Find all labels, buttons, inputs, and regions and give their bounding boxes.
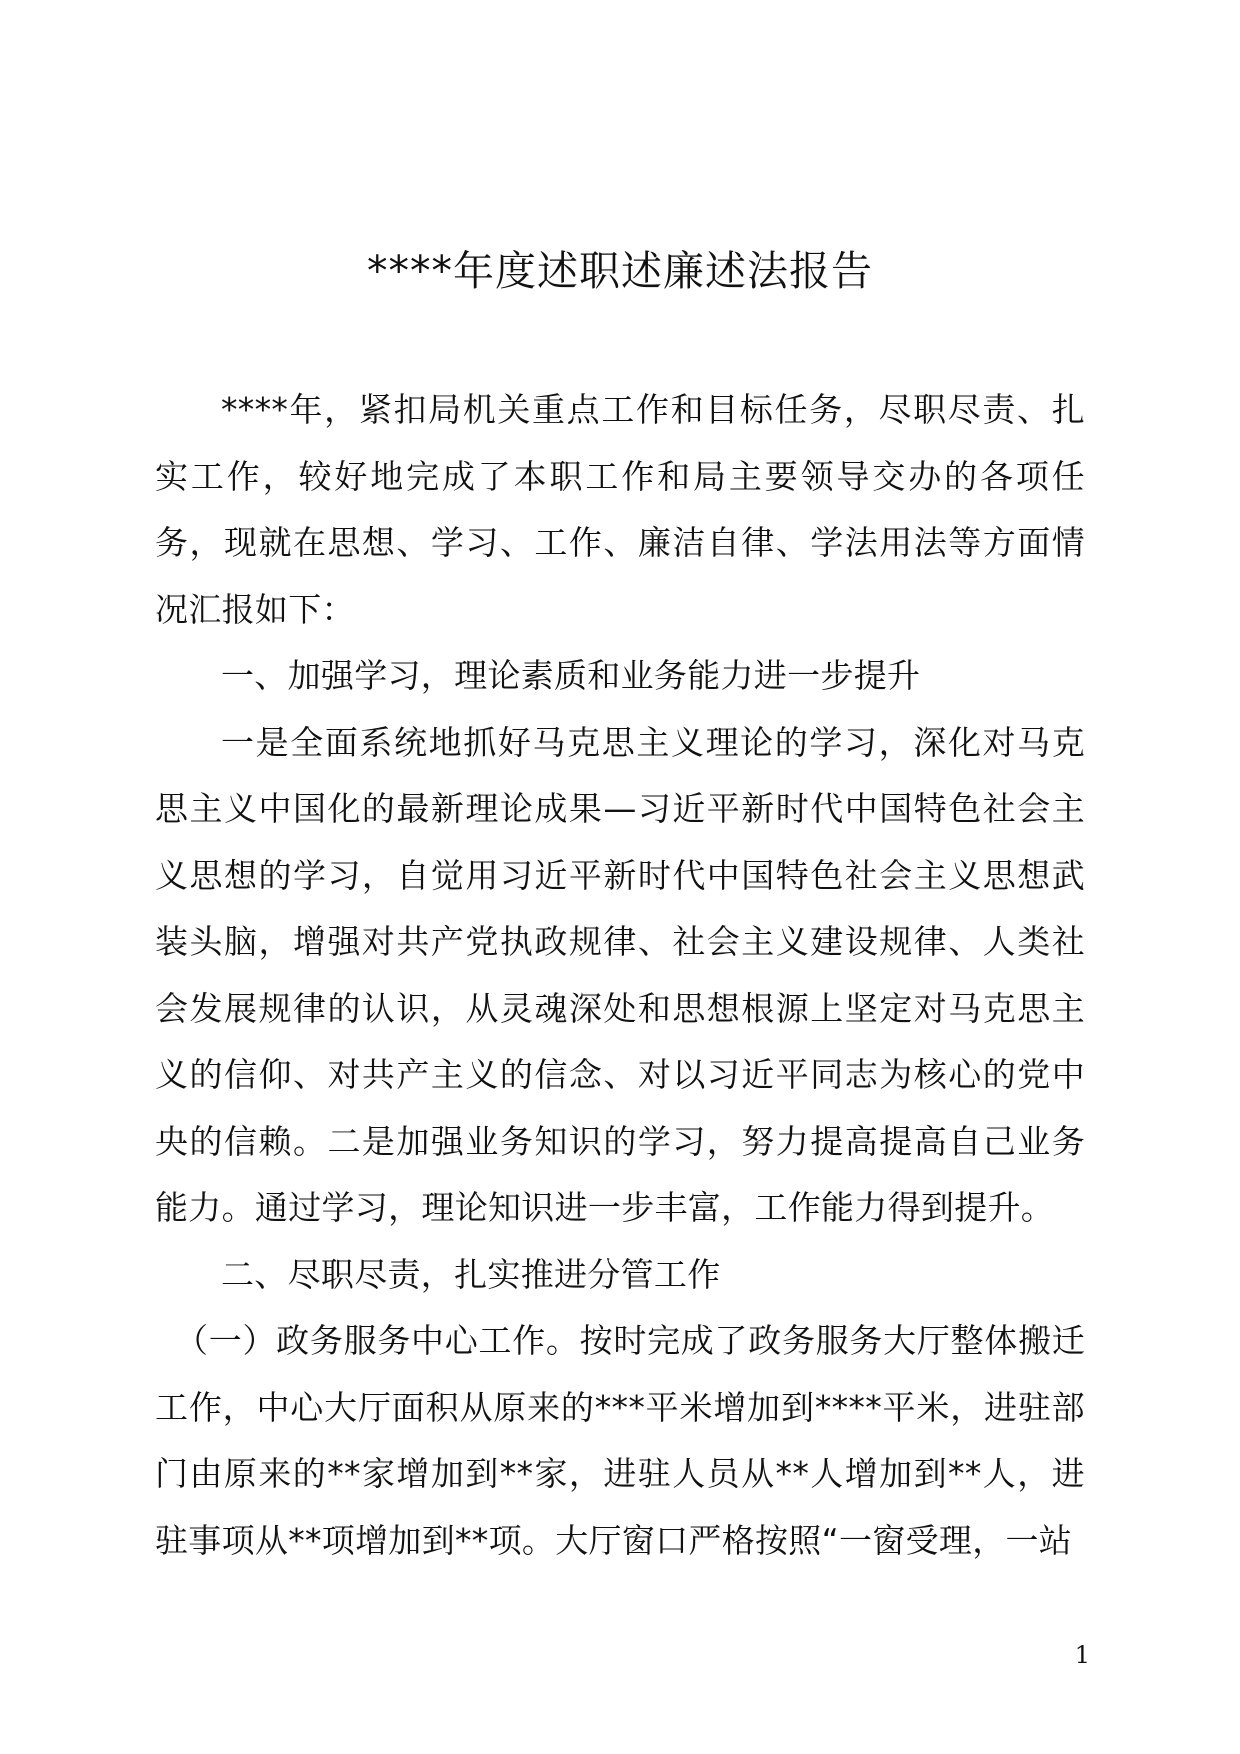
subsection-1-paragraph: （一）政务服务中心工作。按时完成了政务服务大厅整体搬迁工作，中心大厅面积从原来的***平米增加到****平米，进驻部门由原来的**家增加到**家，进驻人员从**人增加到**人，进驻事项从**项增加到**项。大厅窗口严格按照“一窗受理，一站 <box>155 1321 1085 1560</box>
document-body <box>155 377 1085 1574</box>
document-title: ****年度述职述廉述法报告 <box>367 247 873 295</box>
page-number: 1 <box>1074 1641 1090 1669</box>
section-1-paragraph: 一是全面系统地抓好马克思主义理论的学习，深化对马克思主义中国化的最新理论成果—习近平新时代中国特色社会主义思想的学习，自觉用习近平新时代中国特色社会主义思想武装头脑，增强对共产党执政规律、社会主义建设规律、人类社会发展规律的认识，从灵魂深处和思想根源上坚定对马克思主义的信仰、对共产主义的信念、对以习近平同志为核心的党中央的信赖。二是加强业务知识的学习，努力提高提高自己业务能力。通过学习，理论知识进一步丰富，工作能力得到提升。 <box>155 722 1085 1227</box>
section-heading-2: 二、尽职尽责，扎实推进分管工作 <box>221 1254 721 1294</box>
intro-paragraph: ****年，紧扣局机关重点工作和目标任务，尽职尽责、扎实工作，较好地完成了本职工作和局主要领导交办的各项任务，现就在思想、学习、工作、廉洁自律、学法用法等方面情况汇报如下： <box>155 390 1085 629</box>
section-heading-1: 一、加强学习，理论素质和业务能力进一步提升 <box>221 656 921 695</box>
